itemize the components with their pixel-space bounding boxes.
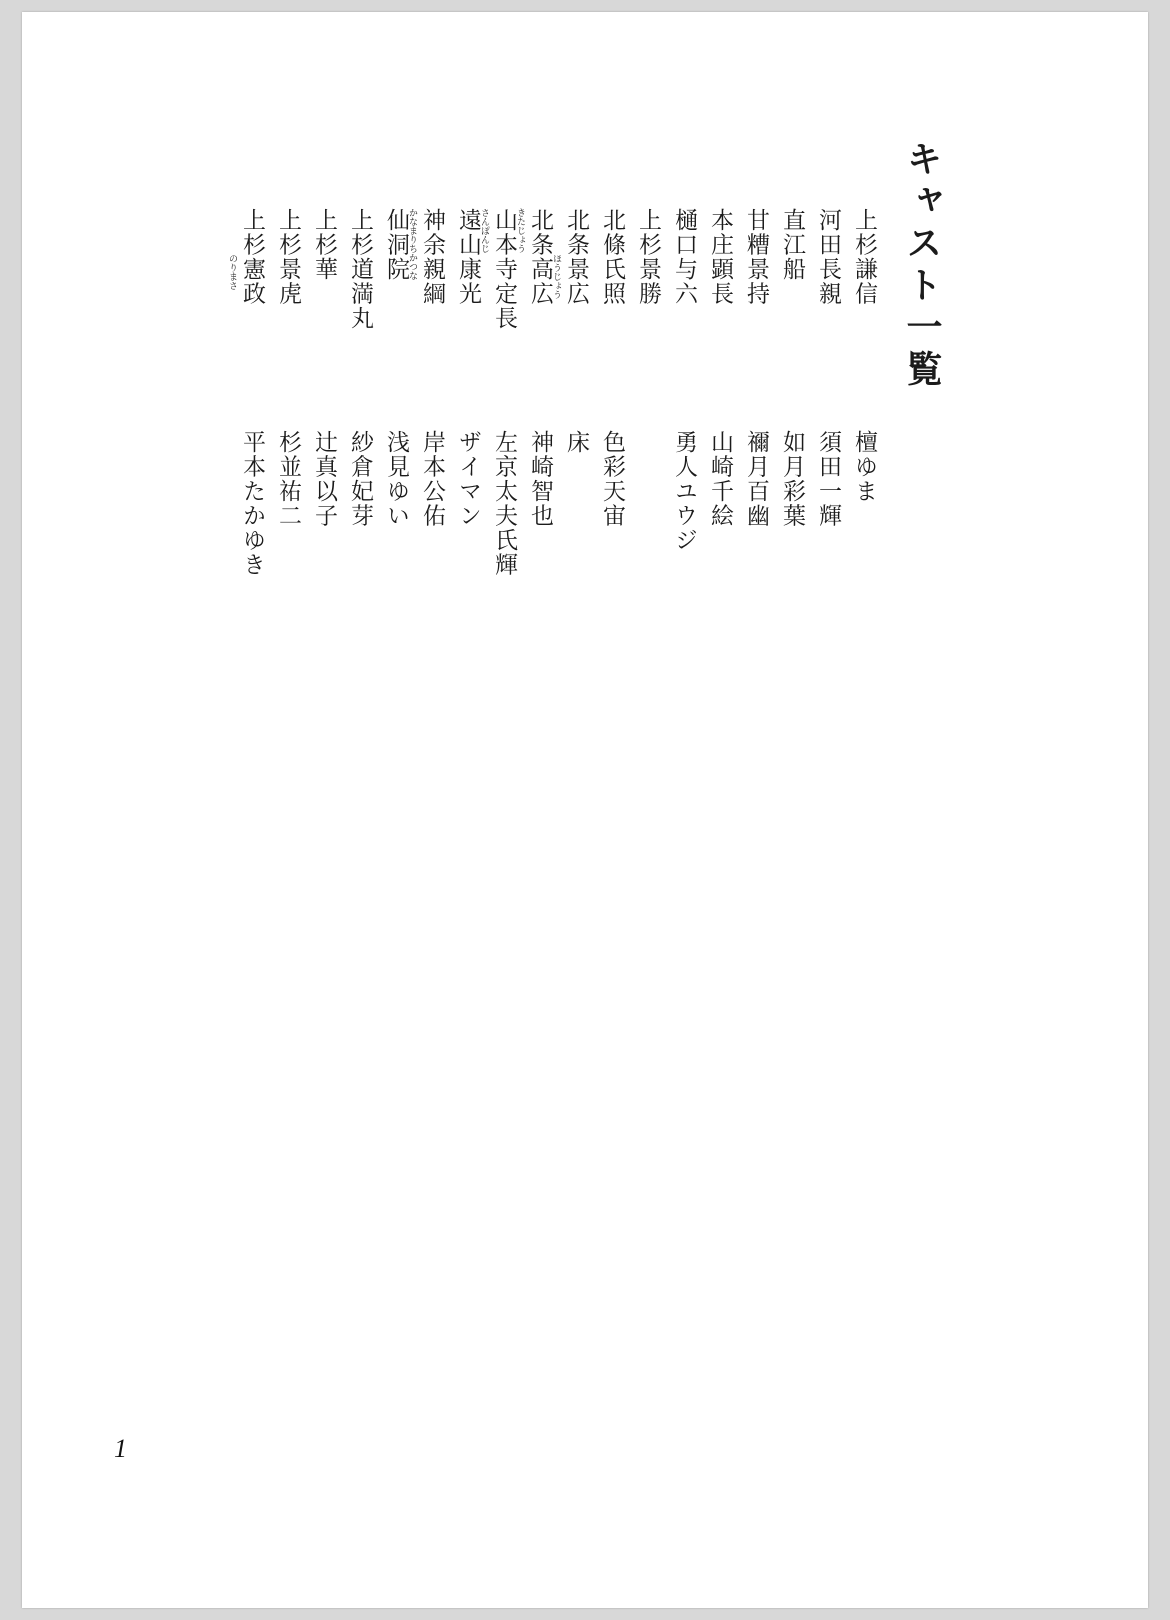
cast-role-ruby: ほうじょう — [552, 254, 562, 299]
cast-entry — [552, 208, 592, 620]
cast-actor: 如月彩葉 — [780, 430, 805, 528]
cast-role: 上杉憲政 のりまさ — [228, 208, 265, 306]
cast-actor: 平本たかゆき — [240, 430, 265, 577]
document-page — [22, 12, 1148, 1608]
cast-entry — [408, 208, 448, 620]
cast-entry — [453, 208, 484, 620]
cast-actor: 勇人ユウジ — [672, 430, 697, 553]
cast-role: 直江船 — [780, 208, 805, 282]
cast-role: 河田長親 — [816, 208, 841, 306]
cast-role: 北条高広 きたじょう — [516, 208, 553, 306]
cast-entry — [813, 208, 844, 620]
cast-role-ruby: のりまさ — [228, 254, 238, 290]
cast-role: 甘糟景持 — [744, 208, 769, 306]
cast-role: 上杉謙信 — [852, 208, 877, 306]
cast-entry — [849, 208, 880, 620]
cast-entry — [741, 208, 772, 620]
cast-role: 本庄顕長 — [708, 208, 733, 306]
cast-entry — [273, 208, 304, 620]
cast-role: 仙洞院 — [384, 208, 409, 282]
cast-actor: 辻真以子 — [312, 430, 337, 528]
cast-list — [228, 208, 880, 620]
cast-actor: 紗倉妃芽 — [348, 430, 373, 528]
cast-actor: 浅見ゆい — [384, 430, 409, 528]
cast-role-ruby: さんぽんじ — [480, 208, 490, 253]
cast-role: 北条景広 ほうじょう — [552, 208, 589, 306]
cast-actor: 禰月百幽 — [744, 430, 769, 528]
cast-role: 上杉景勝 — [636, 208, 661, 306]
cast-role: 北條氏照 — [600, 208, 625, 306]
cast-entry — [777, 208, 808, 620]
cast-entry — [309, 208, 340, 620]
cast-role: 樋口与六 — [672, 208, 697, 306]
page-title: キャスト一覧 — [901, 140, 943, 392]
cast-entry — [480, 208, 520, 620]
cast-role-ruby: かなまりちかつな — [408, 208, 418, 280]
page-number: 1 — [114, 1434, 127, 1463]
cast-entry — [228, 208, 268, 620]
cast-entry — [669, 208, 700, 620]
cast-role: 上杉道満丸 — [348, 208, 373, 331]
cast-actor: 檀ゆま — [852, 430, 877, 504]
cast-role: 上杉景虎 — [276, 208, 301, 306]
cast-actor: 色彩天宙 — [600, 430, 625, 528]
cast-actor: ザイマン — [456, 430, 481, 528]
cast-role-ruby: きたじょう — [516, 208, 526, 253]
cast-entry — [597, 208, 628, 620]
cast-actor: 神崎智也 — [528, 430, 553, 528]
cast-actor: 床 — [564, 430, 589, 455]
cast-entry — [345, 208, 376, 620]
cast-actor: 杉並祐二 — [276, 430, 301, 528]
cast-role: 神余親綱 かなまりちかつな — [408, 208, 445, 306]
cast-role: 山本寺定長 さんぽんじ — [480, 208, 517, 331]
cast-entry — [633, 208, 664, 620]
cast-role: 遠山康光 — [456, 208, 481, 306]
cast-role: 上杉華 — [312, 208, 337, 282]
cast-entry — [705, 208, 736, 620]
cast-actor: 左京太夫氏輝 — [492, 430, 517, 577]
cast-actor: 岸本公佑 — [420, 430, 445, 528]
cast-actor: 須田一輝 — [816, 430, 841, 528]
cast-actor: 山崎千絵 — [708, 430, 733, 528]
